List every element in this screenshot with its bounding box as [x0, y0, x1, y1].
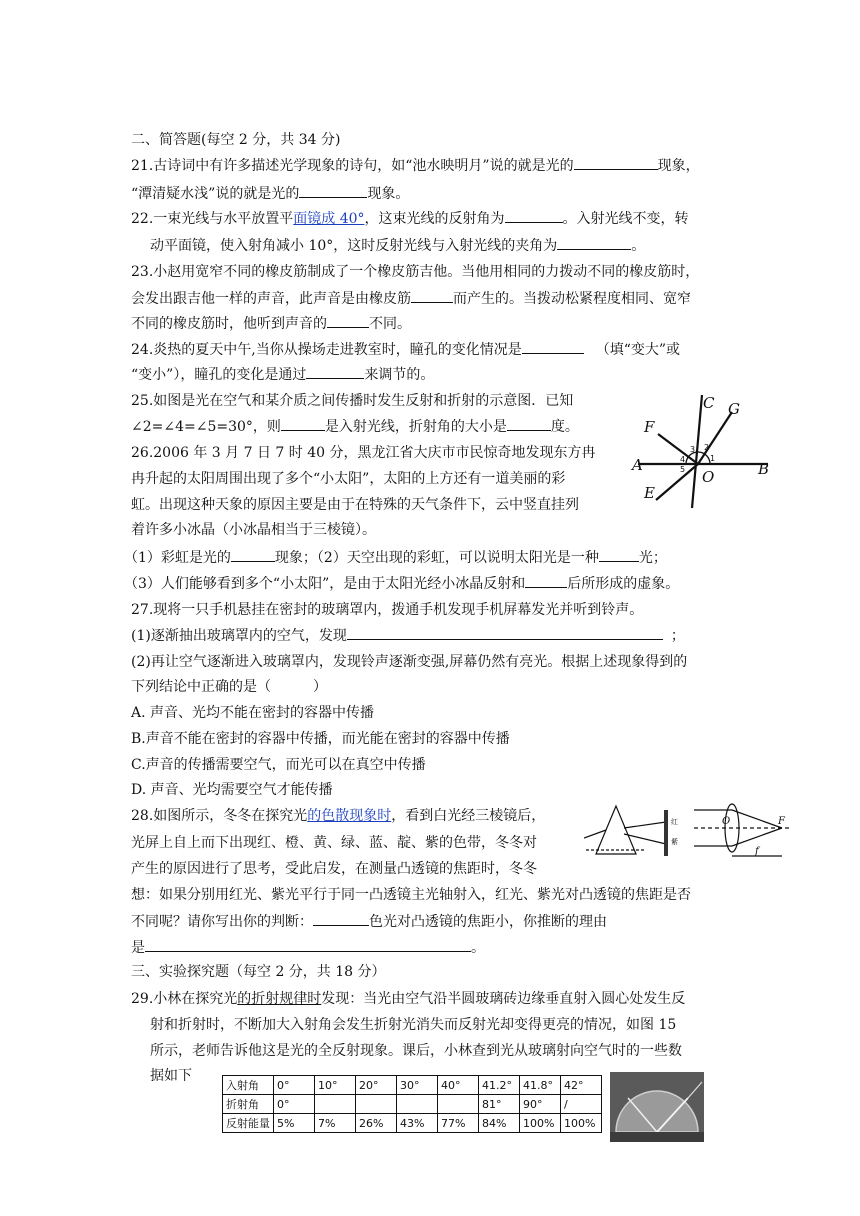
table-cell: 41.8° — [520, 1076, 561, 1095]
question-28-line1: 28.如图所示，冬冬在探究光的色散现象时，看到白光经三棱镜后， — [131, 808, 546, 824]
option-b[interactable]: B.声音不能在密封的容器中传播，而光能在密封的容器中传播 — [131, 731, 510, 747]
question-23-line2: 会发出跟吉他一样的声音，此声音是由橡皮筋 而产生的。当拨动松紧程度相同、宽窄 — [131, 288, 691, 309]
question-25-line2: ∠2=∠4=∠5=30°，则 是入射光线，折射角的大小是 度。 — [131, 416, 579, 437]
question-27-sub2: (2)再让空气逐渐进入玻璃罩内，发现铃声逐渐变强,屏幕仍然有亮光。根据上述现象得到的 — [131, 654, 688, 670]
convex-lens-figure — [692, 800, 794, 864]
section-title: 二、简答题(每空 2 分，共 34 分) — [131, 132, 341, 148]
answer-blank[interactable] — [522, 339, 584, 354]
focus-label: F — [778, 816, 785, 827]
question-28-line5: 不同呢？请你写出你的判断： 色光对凸透镜的焦距小，你推断的理由 — [131, 911, 607, 932]
table-cell: 26% — [356, 1114, 397, 1133]
semicircle-glass-photo — [610, 1072, 704, 1142]
question-28-line6: 是 。 — [131, 937, 485, 958]
hyperlink[interactable]: 的色散现象时 — [307, 808, 392, 824]
angle-label-1: 1 — [710, 454, 716, 463]
question-24-line2: “变小”），瞳孔的变化是通过 来调节的。 — [131, 364, 434, 385]
label-c: C — [703, 394, 715, 412]
table-cell: 100% — [561, 1114, 602, 1133]
answer-blank[interactable] — [557, 235, 631, 250]
table-cell — [315, 1095, 356, 1114]
question-24-line1: 24.炎热的夏天中午,当你从操场走进教室时，瞳孔的变化情况是 （填“变大”或 — [131, 339, 680, 360]
question-22-line2: 动平面镜，使入射角减小 10°，这时反射光线与入射光线的夹角为 。 — [150, 235, 645, 256]
angle-label-4: 4 — [680, 455, 686, 464]
answer-blank[interactable] — [599, 547, 639, 562]
question-29-line1: 29.小林在探究光的折射规律时发现：当光由空气沿半圆玻璃砖边缘垂直射入圆心处发生反 — [131, 991, 686, 1007]
hyperlink[interactable]: 面镜成 40° — [293, 211, 365, 227]
question-21-line1: 21.古诗词中有许多描述光学现象的诗句，如“池水映明月”说的就是光的 现象， — [131, 155, 700, 176]
angle-label-3: 3 — [690, 445, 696, 454]
table-cell: 81° — [479, 1095, 520, 1114]
table-cell: 41.2° — [479, 1076, 520, 1095]
table-row — [223, 1114, 602, 1133]
question-27-line1: 27.现将一只手机悬挂在密封的玻璃罩内，拨通手机发现手机屏幕发光并听到铃声。 — [131, 602, 644, 618]
prism-dispersion-figure — [584, 800, 684, 864]
answer-blank[interactable] — [507, 416, 551, 431]
label-a: A — [632, 456, 643, 474]
table-cell: 40° — [438, 1076, 479, 1095]
light-screen — [664, 810, 668, 856]
question-27-sub1: (1)逐渐抽出玻璃罩内的空气，发现 ； — [131, 625, 685, 646]
question-26-line1: 26.2006 年 3 月 7 日 7 时 40 分，黑龙江省大庆市市民惊奇地发现东方冉 — [131, 445, 596, 461]
table-cell: / — [561, 1095, 602, 1114]
option-d[interactable]: D. 声音、光均需要空气才能传播 — [131, 782, 333, 798]
answer-blank[interactable] — [347, 625, 663, 640]
answer-blank[interactable] — [281, 416, 325, 431]
option-c[interactable]: C.声音的传播需要空气，而光可以在真空中传播 — [131, 757, 426, 773]
table-row — [223, 1076, 602, 1095]
row-header: 入射角 — [223, 1076, 274, 1095]
question-22-line1: 22.一束光线与水平放置平面镜成 40°，这束光线的反射角为 。入射光线不变，转 — [131, 208, 689, 229]
question-29-line4: 据如下 — [150, 1068, 192, 1084]
question-26-line2: 冉升起的太阳周围出现了多个“小太阳”，太阳的上方还有一道美丽的彩 — [131, 471, 566, 487]
table-cell: 10° — [315, 1076, 356, 1095]
answer-blank[interactable] — [327, 313, 369, 328]
section-title: 三、实验探究题（每空 2 分，共 18 分） — [131, 964, 386, 980]
table-cell: 90° — [520, 1095, 561, 1114]
answer-blank[interactable] — [411, 288, 453, 303]
table-cell: 100% — [520, 1114, 561, 1133]
ray-oe — [656, 464, 698, 500]
table-cell — [356, 1095, 397, 1114]
question-23-line3: 不同的橡皮筋时，他听到声音的 不同。 — [131, 313, 411, 334]
answer-blank[interactable] — [231, 547, 275, 562]
question-27-sub3: 下列结论中正确的是（ ） — [131, 679, 327, 695]
question-23-line1: 23.小赵用宽窄不同的橡皮筋制成了一个橡皮筋吉他。当他用相同的力拨动不同的橡皮筋时， — [131, 264, 700, 280]
table-cell: 20° — [356, 1076, 397, 1095]
lens-center-label: O — [722, 816, 731, 827]
question-28-line3: 产生的原因进行了思考，受此启发，在测量凸透镜的焦距时，冬冬 — [131, 861, 537, 877]
table-cell: 30° — [397, 1076, 438, 1095]
angle-label-5: 5 — [680, 465, 686, 474]
table-cell: 43% — [397, 1114, 438, 1133]
label-o: O — [702, 468, 715, 486]
table-cell: 42° — [561, 1076, 602, 1095]
total-reflection-data-table — [222, 1075, 602, 1133]
answer-blank[interactable] — [299, 183, 367, 198]
row-header: 反射能量 — [223, 1114, 274, 1133]
question-25-line1: 25.如图是光在空气和某介质之间传播时发生反射和折射的示意图．已知 — [131, 393, 574, 409]
table-cell: 0° — [274, 1095, 315, 1114]
option-a[interactable]: A. 声音、光均不能在密封的容器中传播 — [131, 705, 375, 721]
table-cell: 77% — [438, 1114, 479, 1133]
focal-length-label: f — [755, 846, 759, 857]
answer-blank[interactable] — [313, 911, 369, 926]
label-f: F — [644, 418, 655, 436]
table-row — [223, 1095, 602, 1114]
answer-blank[interactable] — [574, 155, 658, 170]
label-g: G — [728, 400, 740, 418]
table-cell: 5% — [274, 1114, 315, 1133]
question-26-sub3: （3）人们能够看到多个“小太阳”，是由于太阳光经小冰晶反射和 后所形成的虚象。 — [124, 573, 679, 594]
question-26-line3: 虹。出现这种天象的原因主要是由于在特殊的天气条件下，云中竖直挂列 — [131, 497, 579, 513]
table-cell — [397, 1095, 438, 1114]
screen-label-violet: 紫 — [671, 838, 678, 846]
question-28-line4: 想：如果分别用红光、紫光平行于同一凸透镜主光轴射入，红光、紫光对凸透镜的焦距是否 — [131, 887, 691, 903]
table-cell: 0° — [274, 1076, 315, 1095]
answer-blank[interactable] — [145, 937, 471, 952]
prism — [596, 806, 636, 854]
screen-label-red: 红 — [671, 818, 678, 826]
question-26-sub1: （1）彩虹是光的 现象；（2）天空出现的彩虹，可以说明太阳光是一种 光； — [124, 547, 667, 568]
answer-blank[interactable] — [306, 364, 364, 379]
row-header: 折射角 — [223, 1095, 274, 1114]
angle-label-2: 2 — [704, 443, 710, 452]
question-26-line4: 着许多小冰晶（小冰晶相当于三棱镜）。 — [131, 522, 376, 538]
question-29-line2: 射和折射时，不断加大入射角会发生折射光消失而反射光却变得更亮的情况，如图 15 — [150, 1017, 677, 1033]
table-cell: 7% — [315, 1114, 356, 1133]
table-cell: 84% — [479, 1114, 520, 1133]
label-e: E — [644, 484, 655, 502]
question-21-line2: “潭清疑水浅”说的就是光的 现象。 — [131, 183, 409, 204]
question-28-line2: 光屏上自上而下出现红、橙、黄、绿、蓝、靛、紫的色带，冬冬对 — [131, 835, 537, 851]
question-29-line3: 所示，老师告诉他这是光的全反射现象。课后，小林查到光从玻璃射向空气时的一些数 — [150, 1043, 682, 1059]
table-cell — [438, 1095, 479, 1114]
reflection-refraction-diagram — [628, 390, 774, 510]
answer-blank[interactable] — [525, 573, 567, 588]
answer-blank[interactable] — [505, 208, 563, 223]
label-b: B — [758, 460, 770, 478]
